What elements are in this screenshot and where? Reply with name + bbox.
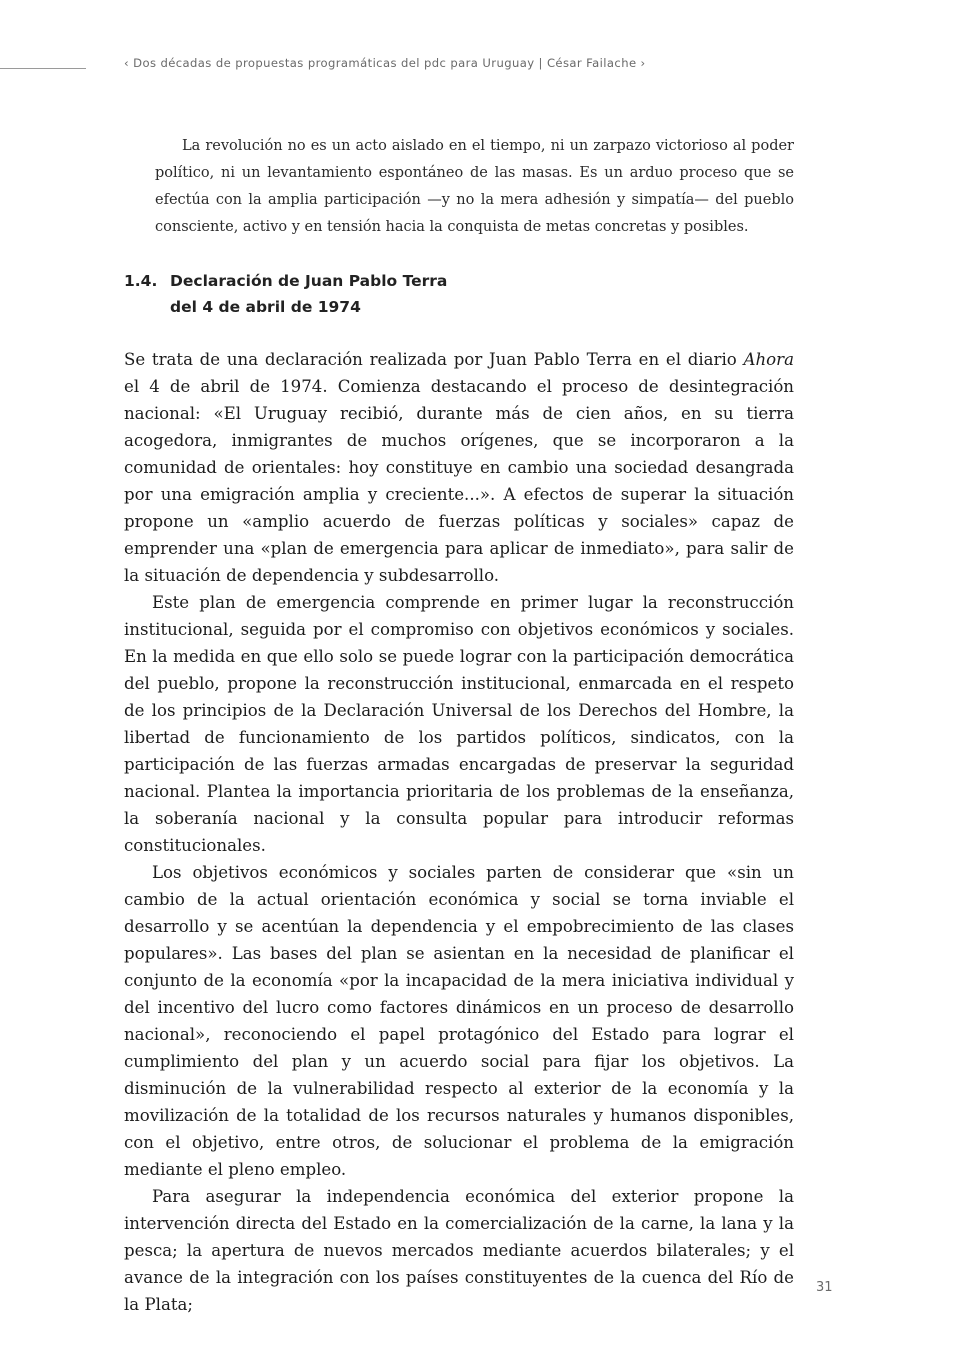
block-quote [155,133,794,241]
section-title-line-1: Declaración de Juan Pablo Terra [170,272,448,290]
paragraph-4: Para asegurar la independencia económica del exterior propone la intervención directa del Estado en la comercialización de la carne, la lana y la pesca; la apertura de nuevos mercados mediante acuerdos bilaterales; y el avance de la integración con los países constituyentes de la cuenca del Río de la Plata; [124,1187,794,1314]
running-head: ‹ Dos décadas de propuestas programáticas del pdc para Uruguay | César Failache › [124,56,646,70]
paragraph-1-start: Se trata de una declaración realizada por Juan Pablo Terra en el diario [124,350,744,369]
body-text [124,346,794,1318]
paragraph-1 [124,346,794,589]
section-title [170,268,590,320]
paragraph-3: Los objetivos económicos y sociales parten de considerar que «sin un cambio de la actual orientación económica y social se torna inviable el desarrollo y se acentúan la dependencia y el empobrecimiento de las clases populares». Las bases del plan se asientan en la necesidad de planificar el conjunto de la economía «por la incapacidad de la mera iniciativa individual y del incentivo del lucro como factores dinámicos en un proceso de desarrollo nacional», reconociendo el papel protagónico del Estado para lograr el cumplimiento del plan y un acuerdo social para fijar los objetivos. La disminución de la vulnerabilidad respecto al exterior de la economía y la movilización de la totalidad de los recursos naturales y humanos disponibles, con el objetivo, entre otros, de solucionar el problema de la emigración mediante el pleno empleo. [124,863,794,1179]
paragraph-2: Este plan de emergencia comprende en primer lugar la reconstrucción institucional, seguida por el compromiso con objetivos económicos y sociales. En la medida en que ello solo se puede lograr con la participación democrática del pueblo, propone la reconstrucción institucional, enmarcada en el respeto de los principios de la Declaración Universal de los Derechos del Hombre, la libertad de funcionamiento de los partidos políticos, sindicatos, con la participación de las fuerzas armadas encargadas de preservar la seguridad nacional. Plantea la importancia prioritaria de los problemas de la enseñanza, la soberanía nacional y la consulta popular para introducir reformas constitucionales. [124,593,794,855]
newspaper-name: Ahora [743,350,794,369]
section-number: 1.4. [124,272,158,290]
page-number: 31 [816,1280,833,1295]
header-rule [0,68,86,69]
section-title-line-2: del 4 de abril de 1974 [170,298,361,316]
quote-text: La revolución no es un acto aislado en el tiempo, ni un zarpazo victorioso al poder político, ni un levantamiento espontáneo de las masas. Es un arduo proceso que se efectúa con la amplia participación —y no la mera adhesión y simpatía— del pueblo consciente, activo y en tensión hacia la conquista de metas concretas y posibles. [155,138,794,235]
paragraph-1-rest: el 4 de abril de 1974. Comienza destacando el proceso de desintegración nacional: «El Uruguay recibió, durante más de cien años, en su tierra acogedora, inmigrantes de muchos orígenes, que se incorporaron a la comunidad de orientales: hoy constituye en cambio una sociedad desangrada por una emigración amplia y creciente...». A efectos de superar la situación propone un «amplio acuerdo de fuerzas políticas y sociales» capaz de emprender una «plan de emergencia para aplicar de inmediato», para salir de la situación de dependencia y subdesarrollo. [124,377,794,585]
